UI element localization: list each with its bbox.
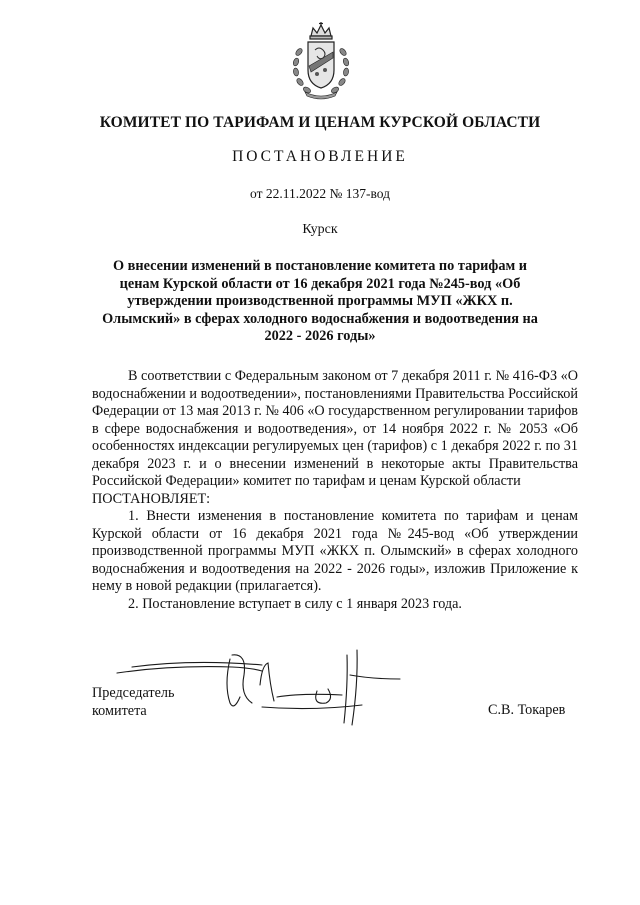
resolves-heading: ПОСТАНОВЛЯЕТ: bbox=[92, 490, 211, 507]
chairman-label bbox=[92, 684, 174, 720]
committee-title: КОМИТЕТ ПО ТАРИФАМ И ЦЕНАМ КУРСКОЙ ОБЛАСТИ bbox=[99, 114, 541, 131]
chairman-label-line1: Председатель bbox=[92, 685, 175, 701]
document-type: ПОСТАНОВЛЕНИЕ bbox=[232, 148, 408, 165]
document-city: Курск bbox=[302, 222, 338, 237]
signer-name: С.В. Токарев bbox=[488, 702, 566, 718]
chairman-label-line2: комитета bbox=[92, 703, 147, 719]
document-body bbox=[92, 368, 578, 613]
coat-of-arms-emblem bbox=[287, 22, 355, 102]
preamble-paragraph: В соответствии с Федеральным законом от 7 декабря 2011 г. № 416-ФЗ «О водоснабжении и водоотведении», постановлениями Правительства Российской Федерации от 13 мая 2013 г. № 406 «О государственном регулировании тарифов в сфере водоснабжения и водоотведения», от 14 ноября 2022 г. № 2053 «Об особенностях индексации регулируемых цен (тарифов) с 1 декабря 2022 г. по 31 декабря 2023 г. и о внесении изменений в некоторые акты Правительства Российской Федерации» комитет по тарифам и ценам Курской области bbox=[92, 368, 579, 489]
resolution-item-1: 1. Внести изменения в постановление комитета по тарифам и ценам Курской области от 16 декабря 2021 года №245-вод «Об утверждении производственной программы МУП «ЖКХ п. Олымский» в сферах холодного водоснабжения и водоотведения на 2022 - 2026 годы», изложив Приложение к нему в новой редакции (прилагается). bbox=[92, 508, 578, 594]
document-date-number: от 22.11.2022 № 137-вод bbox=[250, 186, 390, 201]
resolution-item-2: 2. Постановление вступает в силу с 1 января 2023 года. bbox=[128, 595, 462, 612]
document-subject: О внесении изменений в постановление комитета по тарифам и ценам Курской области от 16 декабря 2021 года №245-вод «Об утверждении производственной программы МУП «ЖКХ п. Олымский» в сферах холодного водоснабжения и водоотведения на 2022 - 2026 годы» bbox=[102, 258, 538, 344]
